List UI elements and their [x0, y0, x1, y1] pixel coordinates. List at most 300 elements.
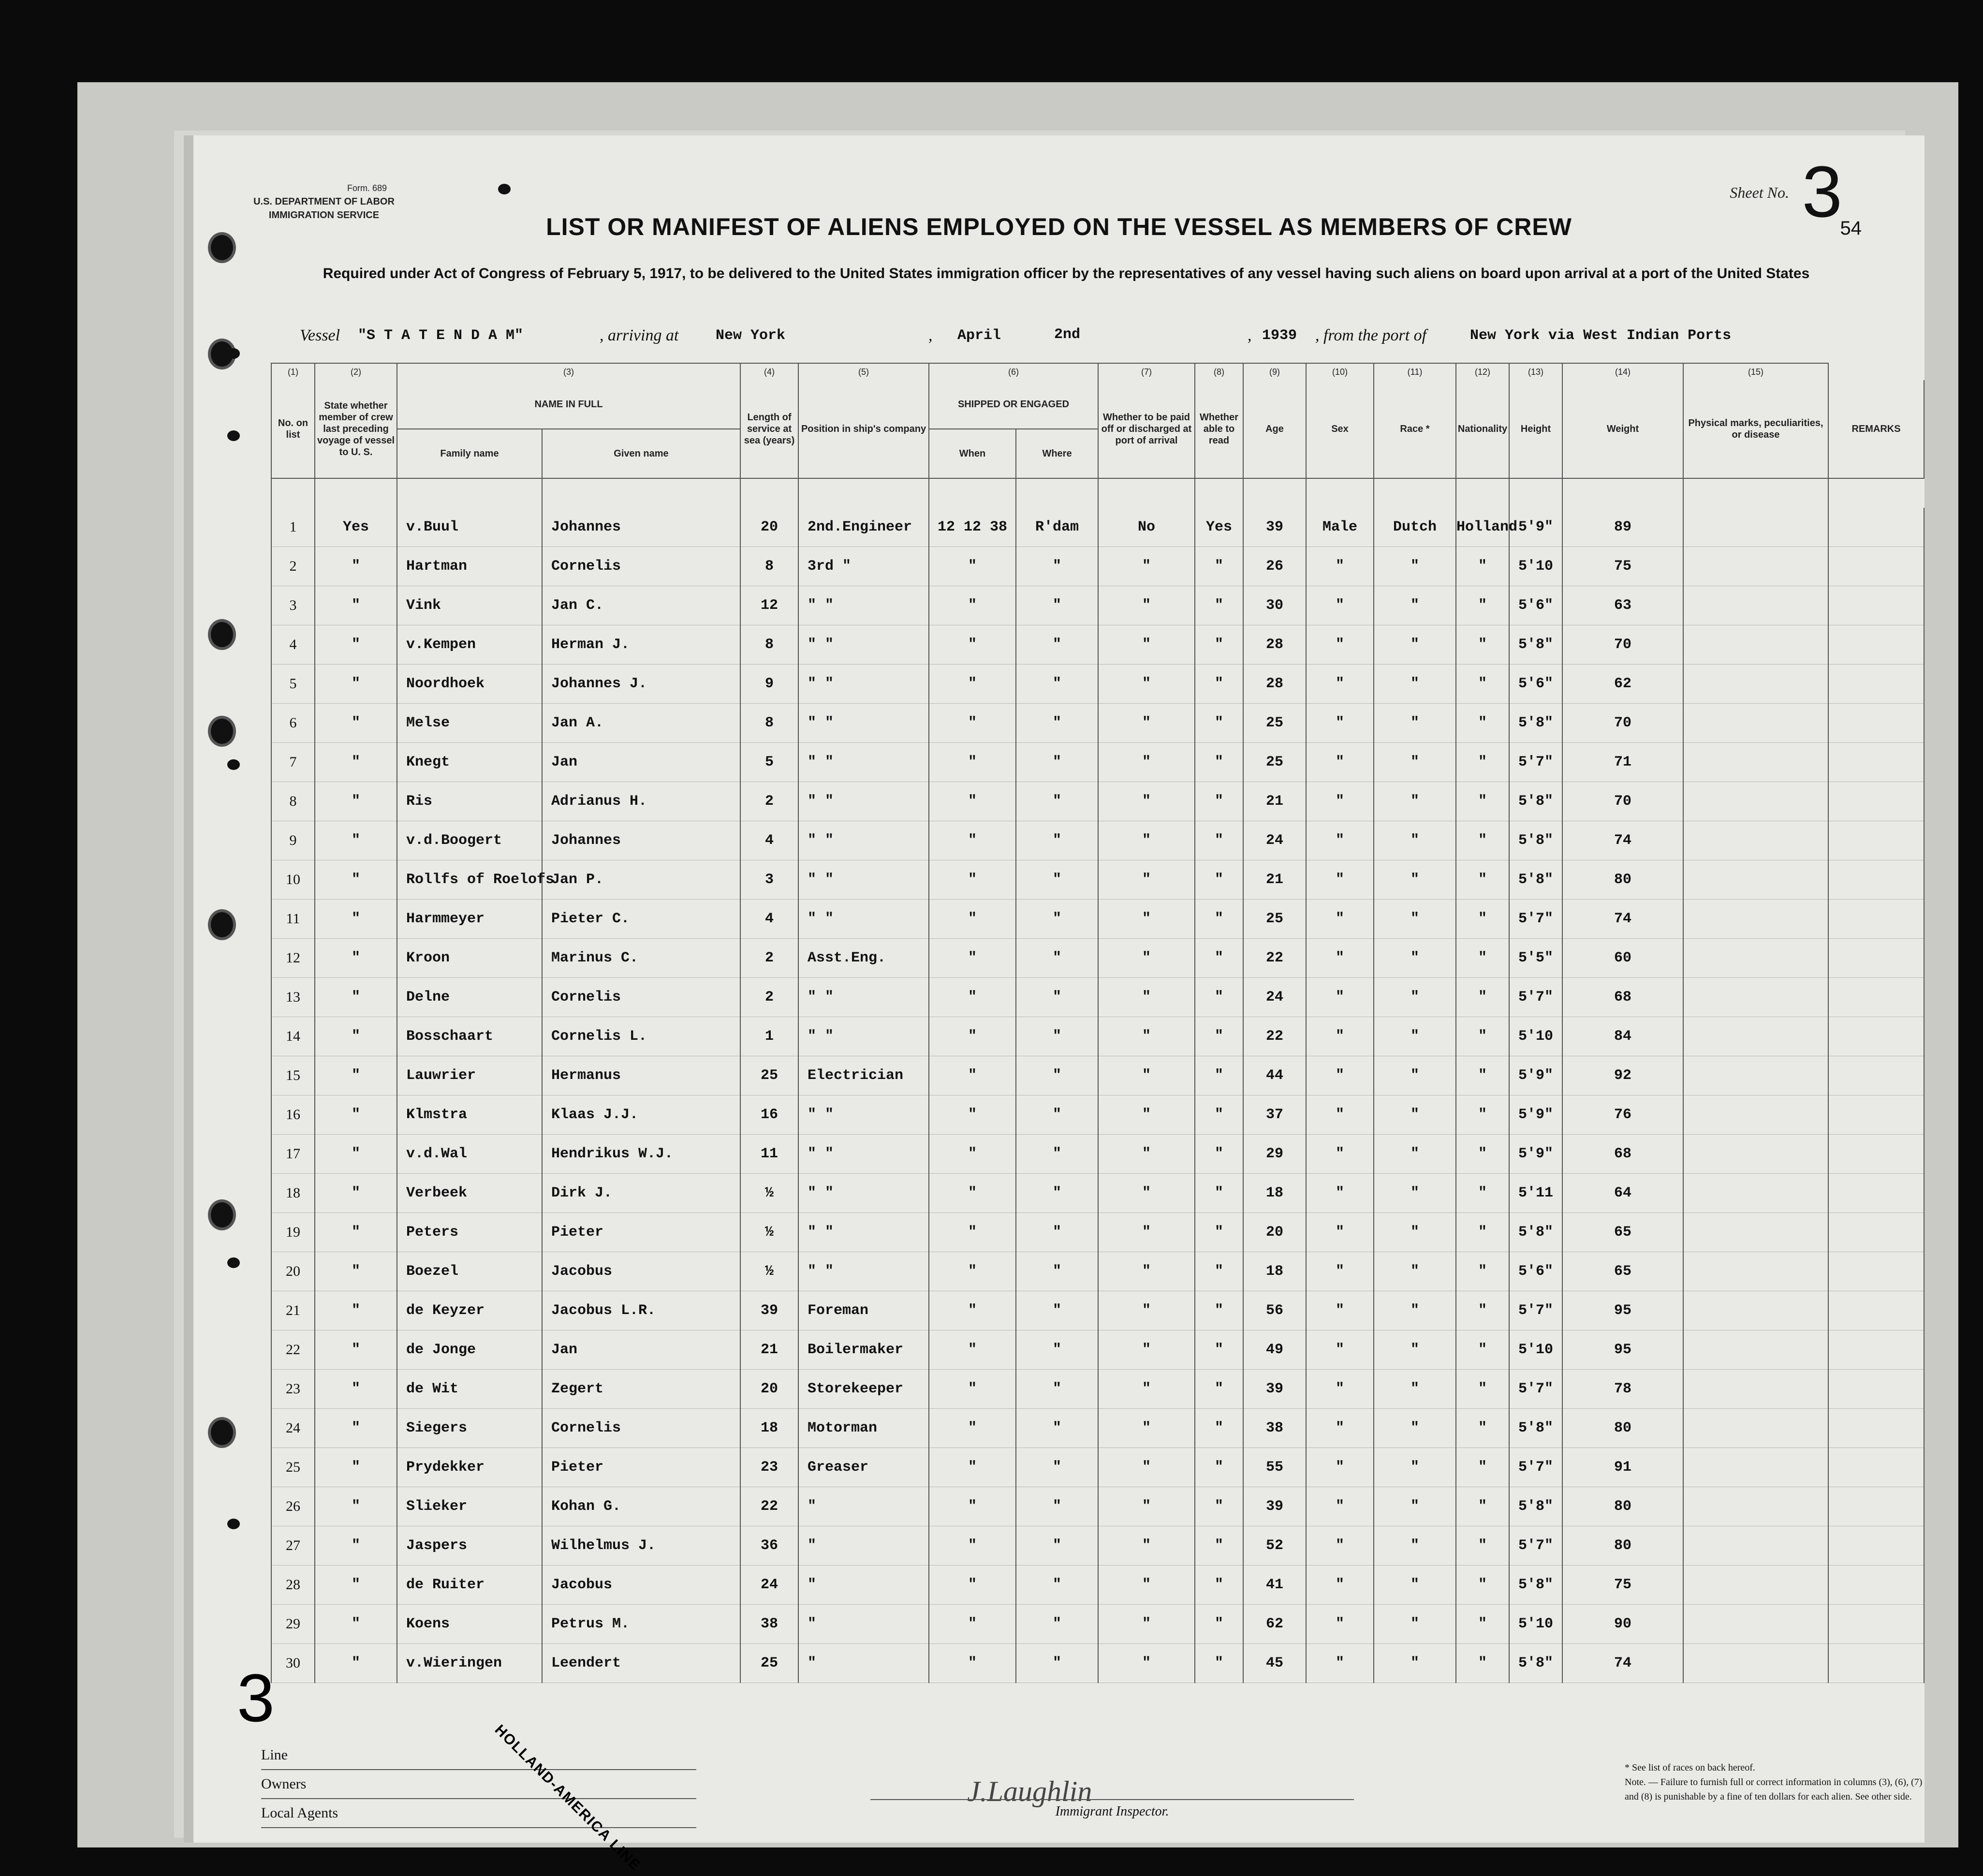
weight-cell: 90	[1562, 1605, 1683, 1644]
race-cell: "	[1374, 547, 1456, 586]
shipped-where-cell: "	[1016, 665, 1098, 704]
sex-cell: "	[1306, 900, 1374, 939]
remarks-cell	[1828, 860, 1924, 900]
prev-voyage-cell: "	[315, 1526, 397, 1566]
shipped-where-cell: R'dam	[1016, 508, 1098, 547]
prev-voyage-cell: "	[315, 1213, 397, 1252]
able-to-read-cell: "	[1195, 939, 1243, 978]
weight-cell: 91	[1562, 1448, 1683, 1487]
header-nationality: Nationality	[1456, 380, 1509, 478]
crew-no-cell: 6	[271, 704, 315, 743]
able-to-read-cell: "	[1195, 1213, 1243, 1252]
race-cell: "	[1374, 1605, 1456, 1644]
family-name-cell: Ris	[397, 782, 542, 821]
height-cell: 5'8"	[1509, 860, 1562, 900]
able-to-read-cell: "	[1195, 1174, 1243, 1213]
age-cell: 28	[1243, 625, 1306, 665]
given-name-cell: Wilhelmus J.	[542, 1526, 740, 1566]
sheet-number-label: Sheet No.	[1730, 184, 1789, 201]
sex-cell: "	[1306, 1174, 1374, 1213]
height-cell: 5'10	[1509, 547, 1562, 586]
length-of-service-cell: 4	[740, 821, 798, 860]
remarks-cell	[1828, 625, 1924, 665]
shipped-when-cell: "	[929, 1526, 1016, 1566]
footer-notes	[1625, 1760, 1924, 1804]
prev-voyage-cell: "	[315, 939, 397, 978]
age-cell: 39	[1243, 1487, 1306, 1526]
punch-hole	[208, 619, 236, 650]
age-cell: 55	[1243, 1448, 1306, 1487]
age-cell: 44	[1243, 1056, 1306, 1095]
height-cell: 5'8"	[1509, 704, 1562, 743]
race-cell: "	[1374, 1017, 1456, 1056]
shipped-where-cell: "	[1016, 1487, 1098, 1526]
able-to-read-cell: "	[1195, 704, 1243, 743]
family-name-cell: Kroon	[397, 939, 542, 978]
service-name: IMMIGRATION SERVICE	[268, 210, 380, 221]
physical-marks-cell	[1683, 1291, 1828, 1330]
remarks-cell	[1828, 1605, 1924, 1644]
paid-off-cell: "	[1098, 1644, 1195, 1683]
col-num: (12)	[1456, 363, 1509, 380]
shipped-when-cell: "	[929, 1566, 1016, 1605]
position-cell: 3rd "	[798, 547, 929, 586]
physical-marks-cell	[1683, 1252, 1828, 1291]
shipped-where-cell: "	[1016, 1056, 1098, 1095]
able-to-read-cell: "	[1195, 1644, 1243, 1683]
length-of-service-cell: 20	[740, 1370, 798, 1409]
able-to-read-cell: "	[1195, 1605, 1243, 1644]
weight-cell: 84	[1562, 1017, 1683, 1056]
height-cell: 5'10	[1509, 1605, 1562, 1644]
sex-cell: "	[1306, 860, 1374, 900]
ink-dot	[498, 184, 511, 194]
crew-row	[271, 782, 1924, 821]
shipped-where-cell: "	[1016, 1566, 1098, 1605]
physical-marks-cell	[1683, 1213, 1828, 1252]
year: 1939	[1262, 327, 1297, 344]
paid-off-cell: "	[1098, 1330, 1195, 1370]
physical-marks-cell	[1683, 1526, 1828, 1566]
age-cell: 38	[1243, 1409, 1306, 1448]
given-name-cell: Cornelis L.	[542, 1017, 740, 1056]
shipped-where-cell: "	[1016, 1291, 1098, 1330]
shipped-when-cell: "	[929, 1448, 1016, 1487]
position-cell: " "	[798, 1017, 929, 1056]
family-name-cell: v.Wieringen	[397, 1644, 542, 1683]
height-cell: 5'11	[1509, 1174, 1562, 1213]
length-of-service-cell: 1	[740, 1017, 798, 1056]
nationality-cell: "	[1456, 625, 1509, 665]
crew-row	[271, 1135, 1924, 1174]
given-name-cell: Johannes	[542, 821, 740, 860]
given-name-cell: Jacobus	[542, 1252, 740, 1291]
nationality-cell: "	[1456, 1566, 1509, 1605]
given-name-cell: Kohan G.	[542, 1487, 740, 1526]
position-cell: " "	[798, 625, 929, 665]
position-cell: Greaser	[798, 1448, 929, 1487]
able-to-read-cell: "	[1195, 1487, 1243, 1526]
crew-row	[271, 1487, 1924, 1526]
sex-cell: "	[1306, 1566, 1374, 1605]
nationality-cell: "	[1456, 1174, 1509, 1213]
physical-marks-cell	[1683, 1566, 1828, 1605]
crew-no-cell: 27	[271, 1526, 315, 1566]
shipped-where-cell: "	[1016, 1330, 1098, 1370]
shipped-where-cell: "	[1016, 1605, 1098, 1644]
crew-row	[271, 1644, 1924, 1683]
paid-off-cell: "	[1098, 1487, 1195, 1526]
age-cell: 28	[1243, 665, 1306, 704]
header-length-of-service: Length of service at sea (years)	[740, 380, 798, 478]
sex-cell: "	[1306, 1330, 1374, 1370]
weight-cell: 70	[1562, 625, 1683, 665]
sex-cell: "	[1306, 821, 1374, 860]
family-name-cell: Slieker	[397, 1487, 542, 1526]
col-num: (4)	[740, 363, 798, 380]
crew-row	[271, 1566, 1924, 1605]
paid-off-cell: "	[1098, 1291, 1195, 1330]
position-cell: "	[798, 1566, 929, 1605]
able-to-read-cell: "	[1195, 821, 1243, 860]
given-name-cell: Johannes	[542, 508, 740, 547]
remarks-cell	[1828, 782, 1924, 821]
shipped-when-cell: "	[929, 547, 1016, 586]
given-name-cell: Marinus C.	[542, 939, 740, 978]
crew-rows	[271, 478, 1924, 1683]
given-name-cell: Jacobus	[542, 1566, 740, 1605]
paid-off-cell: "	[1098, 1370, 1195, 1409]
shipped-when-cell: 12 12 38	[929, 508, 1016, 547]
col-num: (2)	[315, 363, 397, 380]
length-of-service-cell: 16	[740, 1095, 798, 1135]
given-name-cell: Petrus M.	[542, 1605, 740, 1644]
crew-no-cell: 5	[271, 665, 315, 704]
shipped-when-cell: "	[929, 665, 1016, 704]
col-num: (10)	[1306, 363, 1374, 380]
crew-row	[271, 1017, 1924, 1056]
arriving-label: , arriving at	[600, 326, 679, 344]
remarks-cell	[1828, 586, 1924, 625]
remarks-cell	[1828, 1056, 1924, 1095]
weight-cell: 70	[1562, 704, 1683, 743]
paid-off-cell: "	[1098, 704, 1195, 743]
nationality-cell: "	[1456, 978, 1509, 1017]
able-to-read-cell: "	[1195, 1330, 1243, 1370]
given-name-cell: Jan C.	[542, 586, 740, 625]
given-name-cell: Cornelis	[542, 1409, 740, 1448]
crew-no-cell: 28	[271, 1566, 315, 1605]
sex-cell: "	[1306, 1135, 1374, 1174]
race-cell: Dutch	[1374, 508, 1456, 547]
race-note: * See list of races on back hereof.	[1625, 1762, 1755, 1773]
weight-cell: 65	[1562, 1252, 1683, 1291]
spacer-row	[271, 478, 1924, 508]
race-cell: "	[1374, 1370, 1456, 1409]
remarks-cell	[1828, 1291, 1924, 1330]
age-cell: 39	[1243, 1370, 1306, 1409]
crew-no-cell: 14	[271, 1017, 315, 1056]
shipped-when-cell: "	[929, 1056, 1016, 1095]
able-to-read-cell: "	[1195, 1448, 1243, 1487]
prev-voyage-cell: "	[315, 586, 397, 625]
paid-off-cell: "	[1098, 978, 1195, 1017]
physical-marks-cell	[1683, 939, 1828, 978]
length-of-service-cell: 36	[740, 1526, 798, 1566]
age-cell: 24	[1243, 821, 1306, 860]
sex-cell: "	[1306, 939, 1374, 978]
shipped-when-cell: "	[929, 743, 1016, 782]
race-cell: "	[1374, 1213, 1456, 1252]
crew-no-cell: 24	[271, 1409, 315, 1448]
height-cell: 5'8"	[1509, 1213, 1562, 1252]
able-to-read-cell: "	[1195, 1135, 1243, 1174]
paid-off-cell: "	[1098, 1566, 1195, 1605]
able-to-read-cell: "	[1195, 1566, 1243, 1605]
height-cell: 5'9"	[1509, 1056, 1562, 1095]
sex-cell: "	[1306, 1409, 1374, 1448]
col-num: (15)	[1683, 363, 1828, 380]
paid-off-cell: "	[1098, 1526, 1195, 1566]
prev-voyage-cell: "	[315, 1644, 397, 1683]
age-cell: 37	[1243, 1095, 1306, 1135]
prev-voyage-cell: "	[315, 1056, 397, 1095]
sex-cell: "	[1306, 1213, 1374, 1252]
able-to-read-cell: "	[1195, 665, 1243, 704]
family-name-cell: v.d.Wal	[397, 1135, 542, 1174]
position-cell: 2nd.Engineer	[798, 508, 929, 547]
crew-row	[271, 860, 1924, 900]
department-name: U.S. DEPARTMENT OF LABOR	[253, 196, 395, 207]
age-cell: 21	[1243, 782, 1306, 821]
header-given-name: Given name	[542, 429, 740, 478]
prev-voyage-cell: "	[315, 1448, 397, 1487]
prev-voyage-cell: "	[315, 1566, 397, 1605]
race-cell: "	[1374, 821, 1456, 860]
race-cell: "	[1374, 743, 1456, 782]
family-name-cell: Knegt	[397, 743, 542, 782]
date-month: April	[957, 327, 1001, 344]
family-name-cell: Peters	[397, 1213, 542, 1252]
height-cell: 5'7"	[1509, 1370, 1562, 1409]
length-of-service-cell: 3	[740, 860, 798, 900]
prev-voyage-cell: "	[315, 665, 397, 704]
given-name-cell: Pieter C.	[542, 900, 740, 939]
weight-cell: 74	[1562, 821, 1683, 860]
line-stamp: HOLLAND-AMERICA LINE	[491, 1722, 644, 1874]
height-cell: 5'8"	[1509, 782, 1562, 821]
nationality-cell: "	[1456, 1291, 1509, 1330]
shipped-where-cell: "	[1016, 978, 1098, 1017]
nationality-cell: "	[1456, 1448, 1509, 1487]
header-height: Height	[1509, 380, 1562, 478]
crew-no-cell: 25	[271, 1448, 315, 1487]
weight-cell: 95	[1562, 1291, 1683, 1330]
able-to-read-cell: "	[1195, 1252, 1243, 1291]
position-cell: " "	[798, 1213, 929, 1252]
family-name-cell: Melse	[397, 704, 542, 743]
weight-cell: 74	[1562, 900, 1683, 939]
sex-cell: "	[1306, 1095, 1374, 1135]
nationality-cell: "	[1456, 1017, 1509, 1056]
crew-no-cell: 10	[271, 860, 315, 900]
race-cell: "	[1374, 939, 1456, 978]
sex-cell: "	[1306, 704, 1374, 743]
shipped-when-cell: "	[929, 1370, 1016, 1409]
able-to-read-cell: "	[1195, 860, 1243, 900]
header-physical-marks: Physical marks, peculiarities, or disease	[1683, 380, 1828, 478]
crew-no-cell: 30	[271, 1644, 315, 1683]
header-sex: Sex	[1306, 380, 1374, 478]
age-cell: 25	[1243, 900, 1306, 939]
remarks-cell	[1828, 900, 1924, 939]
physical-marks-cell	[1683, 547, 1828, 586]
prev-voyage-cell: "	[315, 1291, 397, 1330]
shipped-when-cell: "	[929, 978, 1016, 1017]
weight-cell: 62	[1562, 665, 1683, 704]
nationality-cell: "	[1456, 1605, 1509, 1644]
ink-dot	[227, 759, 240, 770]
paid-off-cell: "	[1098, 1252, 1195, 1291]
shipped-when-cell: "	[929, 1291, 1016, 1330]
weight-cell: 80	[1562, 860, 1683, 900]
race-cell: "	[1374, 1135, 1456, 1174]
manifest-sheet	[193, 135, 1924, 1874]
height-cell: 5'6"	[1509, 586, 1562, 625]
length-of-service-cell: 39	[740, 1291, 798, 1330]
prev-voyage-cell: "	[315, 1095, 397, 1135]
arriving-port: New York	[716, 327, 786, 344]
remarks-cell	[1828, 1487, 1924, 1526]
height-cell: 5'7"	[1509, 978, 1562, 1017]
nationality-cell: "	[1456, 1526, 1509, 1566]
age-cell: 26	[1243, 547, 1306, 586]
family-name-cell: Harmmeyer	[397, 900, 542, 939]
ink-dot	[227, 1257, 240, 1268]
sex-cell: "	[1306, 1644, 1374, 1683]
paid-off-cell: "	[1098, 1017, 1195, 1056]
crew-row	[271, 900, 1924, 939]
length-of-service-cell: 2	[740, 939, 798, 978]
position-cell: Electrician	[798, 1056, 929, 1095]
crew-row	[271, 1252, 1924, 1291]
able-to-read-cell: "	[1195, 1526, 1243, 1566]
prev-voyage-cell: Yes	[315, 508, 397, 547]
crew-row	[271, 1174, 1924, 1213]
shipped-when-cell: "	[929, 704, 1016, 743]
age-cell: 25	[1243, 743, 1306, 782]
shipped-when-cell: "	[929, 1095, 1016, 1135]
weight-cell: 71	[1562, 743, 1683, 782]
shipped-where-cell: "	[1016, 625, 1098, 665]
able-to-read-cell: "	[1195, 586, 1243, 625]
nationality-cell: "	[1456, 1644, 1509, 1683]
age-cell: 41	[1243, 1566, 1306, 1605]
age-cell: 24	[1243, 978, 1306, 1017]
position-cell: " "	[798, 665, 929, 704]
remarks-cell	[1828, 547, 1924, 586]
ink-dot	[227, 430, 240, 441]
shipped-when-cell: "	[929, 1213, 1016, 1252]
vessel-name: "S T A T E N D A M"	[358, 327, 524, 344]
length-of-service-cell: 8	[740, 625, 798, 665]
crew-no-cell: 22	[271, 1330, 315, 1370]
age-cell: 25	[1243, 704, 1306, 743]
remarks-cell	[1828, 1644, 1924, 1683]
family-name-cell: Siegers	[397, 1409, 542, 1448]
remarks-cell	[1828, 508, 1924, 547]
given-name-cell: Jan	[542, 743, 740, 782]
paid-off-cell: "	[1098, 743, 1195, 782]
race-cell: "	[1374, 1095, 1456, 1135]
position-cell: Motorman	[798, 1409, 929, 1448]
length-of-service-cell: 12	[740, 586, 798, 625]
physical-marks-cell	[1683, 1370, 1828, 1409]
handwritten-mark: 3	[237, 1660, 275, 1736]
prev-voyage-cell: "	[315, 1487, 397, 1526]
crew-no-cell: 16	[271, 1095, 315, 1135]
physical-marks-cell	[1683, 508, 1828, 547]
family-name-cell: Noordhoek	[397, 665, 542, 704]
paid-off-cell: "	[1098, 1213, 1195, 1252]
nationality-cell: "	[1456, 1487, 1509, 1526]
prev-voyage-cell: "	[315, 1409, 397, 1448]
family-name-cell: de Keyzer	[397, 1291, 542, 1330]
paid-off-cell: "	[1098, 1409, 1195, 1448]
height-cell: 5'8"	[1509, 1644, 1562, 1683]
shipped-where-cell: "	[1016, 1409, 1098, 1448]
prev-voyage-cell: "	[315, 782, 397, 821]
race-cell: "	[1374, 1174, 1456, 1213]
crew-no-cell: 23	[271, 1370, 315, 1409]
family-name-cell: Vink	[397, 586, 542, 625]
header-state-whether: State whether member of crew last preceding voyage of vessel to U. S.	[315, 380, 397, 478]
nationality-cell: "	[1456, 900, 1509, 939]
nationality-cell: "	[1456, 1370, 1509, 1409]
crew-no-cell: 4	[271, 625, 315, 665]
paid-off-cell: "	[1098, 665, 1195, 704]
paid-off-cell: "	[1098, 1056, 1195, 1095]
race-cell: "	[1374, 1448, 1456, 1487]
length-of-service-cell: 8	[740, 704, 798, 743]
nationality-cell: "	[1456, 1095, 1509, 1135]
prev-voyage-cell: "	[315, 821, 397, 860]
family-name-cell: v.d.Boogert	[397, 821, 542, 860]
family-name-cell: Koens	[397, 1605, 542, 1644]
position-cell: " "	[798, 782, 929, 821]
height-cell: 5'10	[1509, 1017, 1562, 1056]
page-title: LIST OR MANIFEST OF ALIENS EMPLOYED ON THE VESSEL AS MEMBERS OF CREW	[546, 213, 1572, 240]
height-cell: 5'8"	[1509, 1409, 1562, 1448]
paid-off-cell: "	[1098, 1174, 1195, 1213]
position-cell: "	[798, 1487, 929, 1526]
race-cell: "	[1374, 900, 1456, 939]
paid-off-cell: "	[1098, 1605, 1195, 1644]
weight-cell: 68	[1562, 978, 1683, 1017]
remarks-cell	[1828, 1526, 1924, 1566]
physical-marks-cell	[1683, 900, 1828, 939]
shipped-where-cell: "	[1016, 1174, 1098, 1213]
height-cell: 5'9"	[1509, 1135, 1562, 1174]
crew-no-cell: 18	[271, 1174, 315, 1213]
position-cell: " "	[798, 821, 929, 860]
age-cell: 45	[1243, 1644, 1306, 1683]
shipped-when-cell: "	[929, 1409, 1016, 1448]
age-cell: 49	[1243, 1330, 1306, 1370]
race-cell: "	[1374, 586, 1456, 625]
nationality-cell: "	[1456, 782, 1509, 821]
header-age: Age	[1243, 380, 1306, 478]
